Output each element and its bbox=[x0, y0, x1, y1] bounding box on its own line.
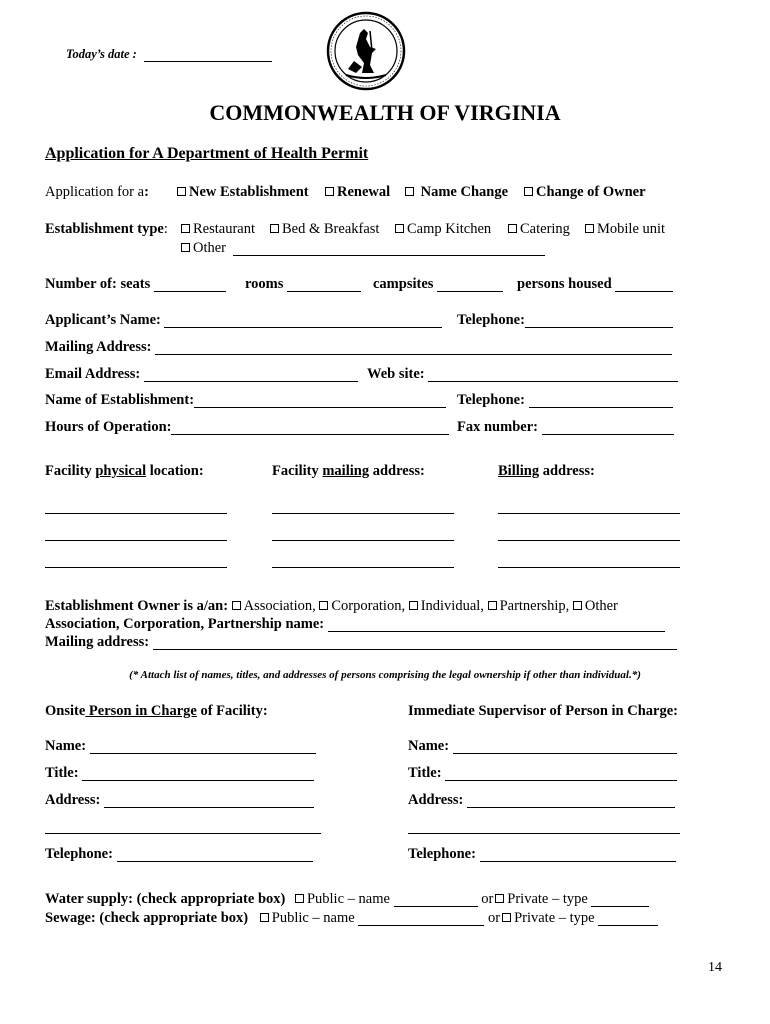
sup-title-label: Title: bbox=[408, 765, 442, 781]
pic-name-input[interactable] bbox=[90, 739, 316, 754]
pic-title-field bbox=[45, 765, 314, 782]
physical-line-1[interactable] bbox=[45, 513, 227, 514]
pic-name-label: Name: bbox=[45, 738, 87, 754]
water-public-name-input[interactable] bbox=[394, 892, 478, 907]
pic-title-label: Title: bbox=[45, 765, 79, 781]
individual-label: Individual, bbox=[420, 598, 484, 614]
sewage-label: Sewage: (check appropriate box) bbox=[45, 910, 249, 926]
seats-label: seats bbox=[120, 276, 151, 292]
assoc-name-field bbox=[45, 616, 665, 633]
establishment-telephone-label: Telephone: bbox=[457, 392, 525, 408]
todays-date-input[interactable] bbox=[144, 47, 272, 62]
catering-checkbox[interactable] bbox=[508, 224, 517, 233]
email-label: Email Address: bbox=[45, 366, 141, 382]
restaurant-checkbox[interactable] bbox=[181, 224, 190, 233]
pic-telephone-input[interactable] bbox=[117, 847, 313, 862]
water-supply-label: Water supply: (check appropriate box) bbox=[45, 891, 286, 907]
counts-label: Number of: bbox=[45, 276, 117, 292]
camp-kitchen-checkbox[interactable] bbox=[395, 224, 404, 233]
applicant-telephone-field bbox=[457, 312, 673, 329]
sup-telephone-input[interactable] bbox=[480, 847, 676, 862]
sewage-public-checkbox[interactable] bbox=[260, 913, 269, 922]
water-private-checkbox[interactable] bbox=[495, 894, 504, 903]
water-private-type-input[interactable] bbox=[591, 892, 649, 907]
sup-name-input[interactable] bbox=[453, 739, 677, 754]
sup-title-field bbox=[408, 765, 677, 782]
application-for-colon: : bbox=[144, 184, 149, 200]
sup-title-input[interactable] bbox=[445, 766, 677, 781]
bed-breakfast-label: Bed & Breakfast bbox=[282, 221, 380, 237]
mailing-line-2[interactable] bbox=[272, 540, 454, 541]
sewage-private-type-input[interactable] bbox=[598, 911, 658, 926]
campsites-label: campsites bbox=[373, 276, 434, 292]
mobile-unit-label: Mobile unit bbox=[597, 221, 666, 237]
billing-address-heading: Billing address: bbox=[498, 463, 595, 479]
sewage-private-checkbox[interactable] bbox=[502, 913, 511, 922]
bed-breakfast-checkbox[interactable] bbox=[270, 224, 279, 233]
type-camp-kitchen-option[interactable] bbox=[395, 221, 491, 238]
change-of-owner-checkbox[interactable] bbox=[524, 187, 533, 196]
other-type-input[interactable] bbox=[233, 241, 545, 256]
type-mobile-unit-option[interactable] bbox=[585, 221, 665, 238]
pic-name-field bbox=[45, 738, 316, 755]
todays-date-row bbox=[66, 47, 272, 62]
person-in-charge-heading: Onsite Person in Charge of Facility: bbox=[45, 703, 268, 719]
sewage-row bbox=[45, 910, 658, 927]
persons-housed-field bbox=[517, 276, 673, 293]
sup-address-line-2[interactable] bbox=[408, 833, 680, 834]
owner-type-label: Establishment Owner is a/an: bbox=[45, 598, 229, 614]
catering-label: Catering bbox=[520, 221, 570, 237]
campsites-input[interactable] bbox=[437, 277, 503, 292]
email-field bbox=[45, 366, 358, 383]
application-for-label: Application for a bbox=[45, 184, 145, 200]
physical-line-3[interactable] bbox=[45, 567, 227, 568]
pic-address-field bbox=[45, 792, 314, 809]
water-public-checkbox[interactable] bbox=[295, 894, 304, 903]
fax-label: Fax number: bbox=[457, 419, 538, 435]
sup-telephone-label: Telephone: bbox=[408, 846, 476, 862]
owner-mailing-label: Mailing address: bbox=[45, 634, 150, 650]
billing-line-3[interactable] bbox=[498, 567, 680, 568]
pic-telephone-field bbox=[45, 846, 313, 863]
water-or-label: or bbox=[481, 891, 494, 907]
rooms-label: rooms bbox=[245, 276, 284, 292]
page-number: 14 bbox=[708, 960, 722, 975]
virginia-seal-icon bbox=[326, 11, 406, 91]
partnership-checkbox[interactable] bbox=[488, 601, 497, 610]
sup-name-field bbox=[408, 738, 677, 755]
restaurant-label: Restaurant bbox=[193, 221, 256, 237]
application-change-owner-option[interactable] bbox=[524, 184, 646, 201]
other-owner-label: Other bbox=[584, 598, 618, 614]
establishment-name-input[interactable] bbox=[194, 393, 446, 408]
fax-field bbox=[457, 419, 674, 436]
camp-kitchen-label: Camp Kitchen bbox=[407, 221, 492, 237]
other-owner-checkbox[interactable] bbox=[573, 601, 582, 610]
mailing-address-label: Mailing Address: bbox=[45, 339, 152, 355]
application-new-establishment-option[interactable] bbox=[177, 184, 309, 201]
seats-input[interactable] bbox=[154, 277, 226, 292]
applicant-name-field bbox=[45, 312, 442, 329]
website-label: Web site: bbox=[367, 366, 425, 382]
type-other-option[interactable] bbox=[181, 240, 545, 257]
establishment-telephone-input[interactable] bbox=[529, 393, 673, 408]
website-input[interactable] bbox=[428, 367, 678, 382]
todays-date-label: Today’s date : bbox=[66, 47, 137, 61]
water-public-label: Public – name bbox=[306, 891, 390, 907]
renewal-checkbox[interactable] bbox=[325, 187, 334, 196]
individual-checkbox[interactable] bbox=[409, 601, 418, 610]
type-catering-option[interactable] bbox=[508, 221, 570, 238]
billing-line-2[interactable] bbox=[498, 540, 680, 541]
billing-line-1[interactable] bbox=[498, 513, 680, 514]
sewage-or-label: or bbox=[487, 910, 501, 926]
owner-mailing-field bbox=[45, 634, 677, 651]
persons-housed-input[interactable] bbox=[615, 277, 673, 292]
physical-location-heading: Facility physical location: bbox=[45, 463, 204, 479]
change-of-owner-label: Change of Owner bbox=[536, 184, 646, 200]
owner-mailing-input[interactable] bbox=[153, 635, 677, 650]
sup-address-field bbox=[408, 792, 675, 809]
form-title: Application for A Department of Health Permit bbox=[45, 145, 369, 162]
counts-row bbox=[45, 276, 226, 293]
other-type-checkbox[interactable] bbox=[181, 243, 190, 252]
assoc-name-input[interactable] bbox=[328, 617, 665, 632]
other-type-label: Other bbox=[193, 240, 227, 256]
sewage-public-name-input[interactable] bbox=[358, 911, 484, 926]
sup-address-label: Address: bbox=[408, 792, 464, 808]
hours-label: Hours of Operation: bbox=[45, 419, 172, 435]
applicant-telephone-input[interactable] bbox=[525, 313, 673, 328]
applicant-name-label: Applicant’s Name: bbox=[45, 312, 161, 328]
hours-input[interactable] bbox=[171, 420, 449, 435]
name-change-checkbox[interactable] bbox=[405, 187, 414, 196]
sewage-private-label: Private – type bbox=[514, 910, 595, 926]
type-restaurant-option[interactable] bbox=[181, 221, 255, 238]
type-bed-breakfast-option[interactable] bbox=[270, 221, 379, 238]
pic-address-line-2[interactable] bbox=[45, 833, 321, 834]
sup-address-input[interactable] bbox=[467, 793, 675, 808]
hours-field bbox=[45, 419, 449, 436]
establishment-name-field bbox=[45, 392, 446, 409]
association-label: Association, bbox=[243, 598, 316, 614]
new-establishment-label: New Establishment bbox=[189, 184, 309, 200]
sup-telephone-field bbox=[408, 846, 676, 863]
application-name-change-option[interactable] bbox=[405, 184, 508, 201]
establishment-telephone-field bbox=[457, 392, 673, 409]
state-title: COMMONWEALTH OF VIRGINIA bbox=[209, 100, 561, 125]
establishment-type-label: Establishment type: bbox=[45, 221, 168, 237]
sup-name-label: Name: bbox=[408, 738, 450, 754]
rooms-field bbox=[245, 276, 361, 293]
email-input[interactable] bbox=[144, 367, 358, 382]
pic-telephone-label: Telephone: bbox=[45, 846, 113, 862]
applicant-name-input[interactable] bbox=[164, 313, 442, 328]
corporation-label: Corporation, bbox=[331, 598, 406, 614]
mailing-address-field bbox=[45, 339, 672, 356]
application-for-row bbox=[45, 184, 149, 201]
facility-mailing-heading: Facility mailing address: bbox=[272, 463, 425, 479]
website-field bbox=[367, 366, 678, 383]
persons-housed-label: persons housed bbox=[517, 276, 612, 292]
rooms-input[interactable] bbox=[287, 277, 361, 292]
association-checkbox[interactable] bbox=[232, 601, 241, 610]
water-supply-row bbox=[45, 891, 649, 908]
renewal-label: Renewal bbox=[337, 184, 391, 200]
pic-address-label: Address: bbox=[45, 792, 101, 808]
assoc-name-label: Association, Corporation, Partnership name: bbox=[45, 616, 325, 632]
pic-address-input[interactable] bbox=[104, 793, 314, 808]
ownership-note: (* Attach list of names, titles, and addresses of persons comprising the legal ownership if other than individual.*) bbox=[129, 669, 641, 681]
owner-type-row bbox=[45, 598, 618, 615]
partnership-label: Partnership, bbox=[499, 598, 570, 614]
new-establishment-checkbox[interactable] bbox=[177, 187, 186, 196]
applicant-telephone-label: Telephone: bbox=[457, 312, 525, 328]
establishment-name-label: Name of Establishment: bbox=[45, 392, 195, 408]
name-change-label: Name Change bbox=[420, 184, 509, 200]
sewage-public-label: Public – name bbox=[271, 910, 355, 926]
campsites-field bbox=[373, 276, 503, 293]
pic-title-input[interactable] bbox=[82, 766, 314, 781]
mailing-address-input[interactable] bbox=[155, 340, 672, 355]
water-private-label: Private – type bbox=[507, 891, 588, 907]
application-renewal-option[interactable] bbox=[325, 184, 390, 201]
mobile-unit-checkbox[interactable] bbox=[585, 224, 594, 233]
corporation-checkbox[interactable] bbox=[319, 601, 328, 610]
physical-line-2[interactable] bbox=[45, 540, 227, 541]
fax-input[interactable] bbox=[542, 420, 674, 435]
mailing-line-3[interactable] bbox=[272, 567, 454, 568]
mailing-line-1[interactable] bbox=[272, 513, 454, 514]
supervisor-heading: Immediate Supervisor of Person in Charge: bbox=[408, 703, 678, 719]
